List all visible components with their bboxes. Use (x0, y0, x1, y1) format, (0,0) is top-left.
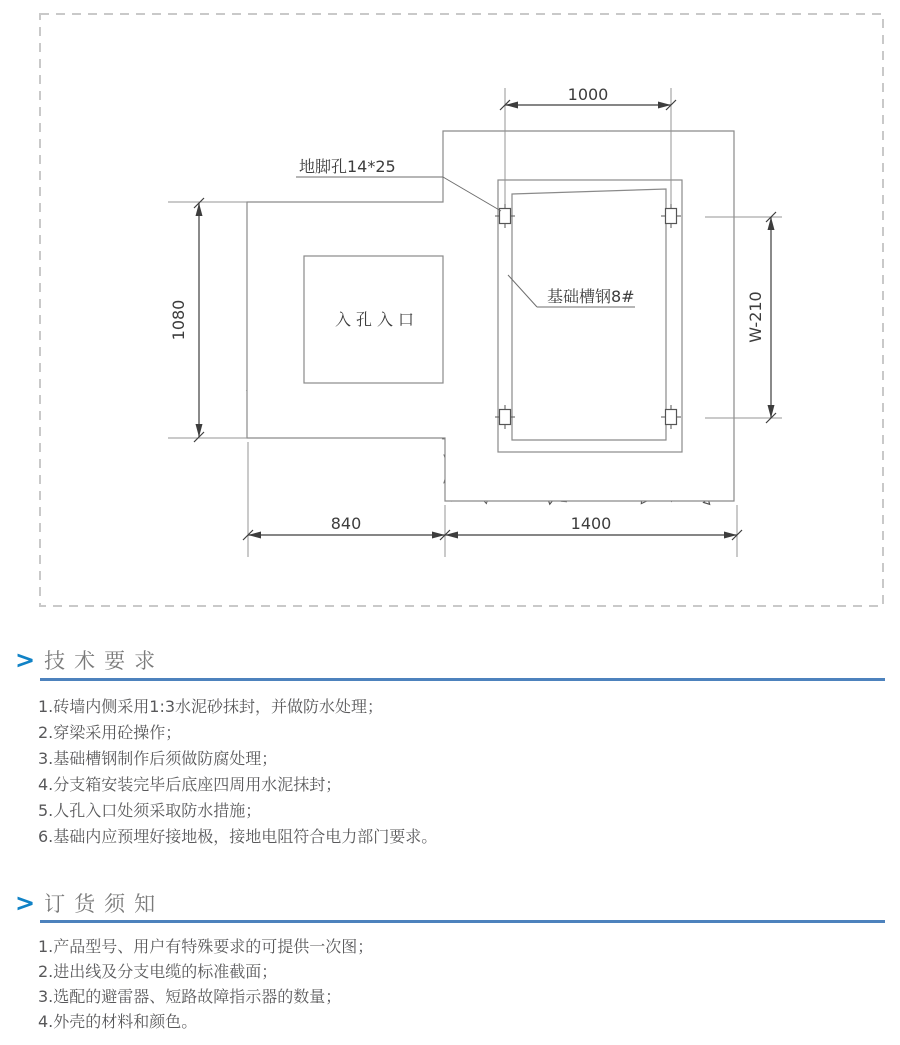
list-item: 4.分支箱安装完毕后底座四周用水泥抹封； (38, 775, 342, 794)
list-item: 1.产品型号、用户有特殊要求的可提供一次图； (38, 937, 374, 956)
ordering-notes-header (15, 888, 164, 918)
tech-requirements-list (38, 694, 437, 850)
label-anchor-hole: 地脚孔14*25 (299, 157, 396, 176)
section-title: 技术要求 (44, 649, 165, 673)
label-channel-steel: 基础槽钢8# (547, 287, 635, 306)
section-title: 订货须知 (44, 892, 165, 916)
list-item: 4.外壳的材料和颜色。 (38, 1012, 198, 1031)
list-item: 3.选配的避雷器、短路故障指示器的数量； (38, 987, 342, 1006)
ordering-notes-list (38, 934, 373, 1034)
list-item: 3.基础槽钢制作后须做防腐处理； (38, 749, 278, 768)
section-rule (40, 678, 885, 681)
list-item: 5.人孔入口处须采取防水措施； (38, 801, 262, 820)
tech-requirements-header (15, 645, 164, 675)
chevron-right-icon: > (15, 889, 36, 917)
chevron-right-icon: > (15, 646, 36, 674)
channel-steel-frame (512, 189, 666, 440)
list-item: 2.穿梁采用砼操作； (38, 723, 182, 742)
foundation-outline (247, 131, 734, 501)
label-manhole: 入孔入口 (334, 310, 420, 329)
list-item: 6.基础内应预埋好接地极，接地电阻符合电力部门要求。 (38, 827, 438, 846)
dim-bottom-right: 1400 (570, 514, 612, 533)
list-item: 2.进出线及分支电缆的标准截面； (38, 962, 278, 981)
dim-bottom-left: 840 (330, 514, 362, 533)
list-item: 1.砖墙内侧采用1:3水泥砂抹封，并做防水处理； (38, 697, 384, 716)
dim-top: 1000 (567, 85, 609, 104)
dim-right: W-210 (746, 291, 765, 343)
section-rule (40, 920, 885, 923)
dim-left: 1080 (169, 299, 188, 341)
